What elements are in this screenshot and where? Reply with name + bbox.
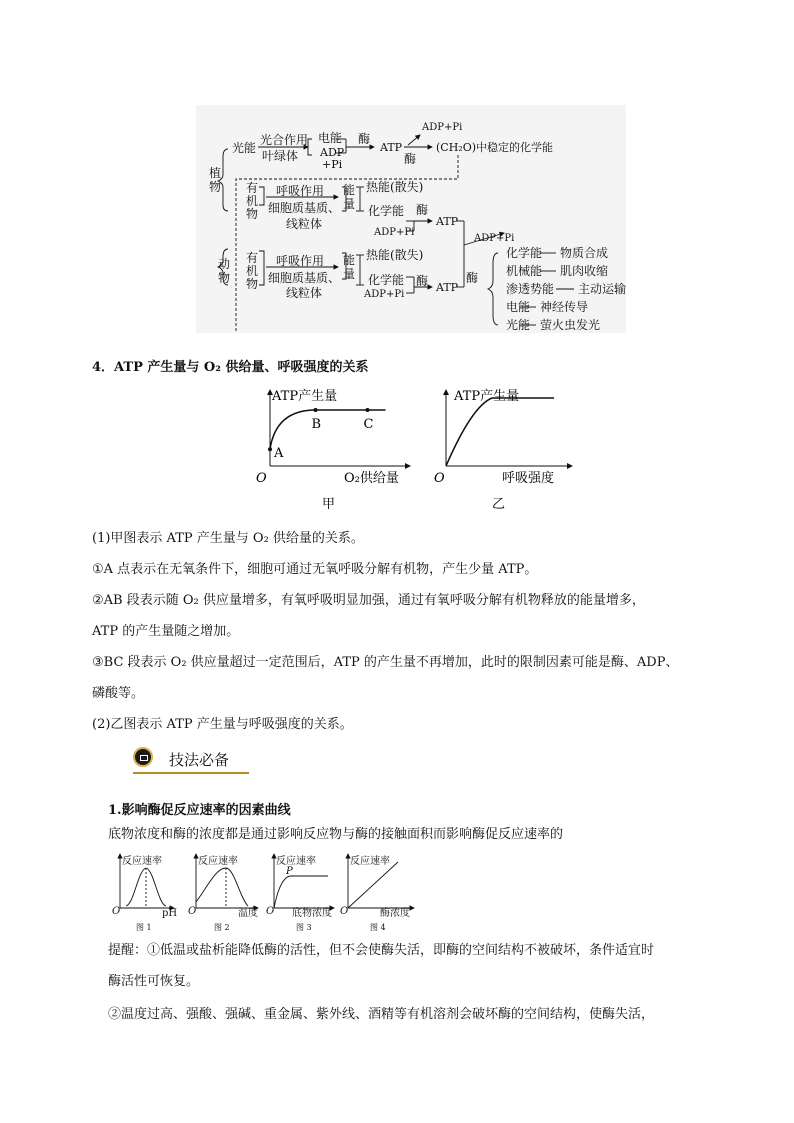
section-1-heading: 1.影响酶促反应速率的因素曲线 bbox=[108, 803, 291, 818]
photosynthesis-label: 光合作用 bbox=[260, 133, 309, 147]
jia-label-c: C bbox=[363, 417, 374, 432]
fig2-title: 图 2 bbox=[214, 923, 230, 932]
chemical-energy-label: 化学能 bbox=[368, 204, 405, 218]
enzyme-label: 酶 bbox=[416, 203, 429, 217]
plant-label: 植物 bbox=[209, 166, 222, 194]
tip-2: ②温度过高、强酸、强碱、重金属、紫外线、酒精等有机溶剂会破坏酶的空间结构，使酶失活， bbox=[108, 1007, 655, 1022]
organic-matter-label: 有机物 bbox=[246, 181, 259, 221]
jia-xlabel: O₂供给量 bbox=[344, 471, 399, 486]
fig3-curve bbox=[274, 876, 328, 908]
enzyme-label: 酶 bbox=[466, 271, 479, 285]
animal-label: 动物 bbox=[218, 257, 231, 285]
enzyme-label: 酶 bbox=[404, 152, 417, 166]
badge-underline bbox=[133, 772, 249, 774]
use-form-1: 化学能 bbox=[506, 246, 543, 260]
energy-label: 能量 bbox=[343, 253, 356, 281]
fig1-ylabel: 反应速率 bbox=[122, 856, 162, 867]
use-form-2: 机械能 bbox=[506, 264, 543, 278]
jia-label-b: B bbox=[311, 417, 322, 432]
para-1: (1)甲图表示 ATP 产生量与 O₂ 供给量的关系。 bbox=[92, 531, 364, 546]
adp-pi-label: ADP+Pi bbox=[474, 233, 515, 244]
energy-label: 能量 bbox=[343, 183, 356, 211]
fig3-title: 图 3 bbox=[296, 923, 312, 932]
use-target-3: 主动运输 bbox=[578, 282, 627, 296]
fig3-origin: O bbox=[266, 906, 275, 917]
section-4-heading: 4．ATP 产生量与 O₂ 供给量、呼吸强度的关系 bbox=[92, 360, 369, 375]
fig1-xlabel: pH bbox=[162, 908, 178, 919]
enzyme-charts bbox=[108, 850, 428, 934]
cytoplasm-label: 细胞质基质、 bbox=[268, 201, 341, 215]
fig1-origin: O bbox=[112, 906, 121, 917]
chart-jia bbox=[250, 382, 420, 520]
ch2o-label: (CH₂O)中稳定的化学能 bbox=[436, 141, 554, 154]
adp-pi-label: ADP+Pi bbox=[422, 122, 463, 133]
jia-label-a: A bbox=[274, 446, 284, 462]
badge-label: 技法必备 bbox=[169, 751, 230, 769]
fig3-point: P bbox=[286, 866, 293, 877]
jia-ylabel: ATP产生量 bbox=[272, 389, 338, 404]
para-3a: ②AB 段表示随 O₂ 供应量增多，有氧呼吸明显加强，通过有氧呼吸分解有机物释放的能量增多， bbox=[92, 593, 645, 608]
yi-title: 乙 bbox=[492, 497, 506, 512]
fig2-xlabel: 温度 bbox=[238, 908, 258, 919]
use-form-5: 光能 bbox=[506, 318, 531, 332]
para-2: ①A 点表示在无氧条件下，细胞可通过无氧呼吸分解有机物，产生少量 ATP。 bbox=[92, 562, 538, 577]
electric-energy-label: 电能 bbox=[318, 131, 343, 145]
fig3-ylabel: 反应速率 bbox=[276, 856, 316, 867]
jia-point-c bbox=[366, 408, 370, 412]
jia-point-b bbox=[314, 408, 318, 412]
atp-label: ATP bbox=[380, 141, 403, 154]
mitochondria-label: 线粒体 bbox=[286, 286, 323, 300]
atp-label: ATP bbox=[436, 281, 459, 294]
fig4-origin: O bbox=[340, 906, 349, 917]
adp-pi-label: ADP+Pi bbox=[374, 227, 415, 238]
section-1-intro: 底物浓度和酶的浓度都是通过影响反应物与酶的接触面积而影响酶促反应速率的 bbox=[108, 827, 564, 842]
pi-label: +Pi bbox=[322, 158, 343, 171]
fig2-ylabel: 反应速率 bbox=[198, 856, 238, 867]
fig3-xlabel: 底物浓度 bbox=[292, 908, 332, 919]
fig2-origin: O bbox=[188, 906, 197, 917]
jia-point-a bbox=[268, 447, 272, 451]
use-form-4: 电能 bbox=[506, 300, 531, 314]
heat-label: 热能(散失) bbox=[366, 248, 424, 262]
fig2-curve bbox=[196, 868, 248, 906]
fig4-title: 图 4 bbox=[370, 923, 386, 932]
heat-label: 热能(散失) bbox=[366, 180, 424, 194]
adp-label: ADP bbox=[320, 146, 345, 159]
chloroplast-label: 叶绿体 bbox=[262, 149, 299, 163]
enzyme-label: 酶 bbox=[358, 132, 371, 146]
mitochondria-label: 线粒体 bbox=[286, 217, 323, 231]
book-icon bbox=[133, 747, 153, 767]
fig1-title: 图 1 bbox=[136, 923, 152, 932]
respiration-label: 呼吸作用 bbox=[276, 254, 325, 268]
chart-yi bbox=[432, 382, 582, 520]
light-energy-label: 光能 bbox=[232, 141, 257, 155]
adp-pi-label: ADP+Pi bbox=[364, 289, 405, 300]
yi-origin: O bbox=[434, 471, 445, 486]
use-target-4: 神经传导 bbox=[540, 300, 589, 314]
use-target-2: 肌肉收缩 bbox=[560, 264, 609, 278]
para-5: (2)乙图表示 ATP 产生量与呼吸强度的关系。 bbox=[92, 717, 353, 732]
jia-title: 甲 bbox=[322, 497, 336, 512]
fig4-curve bbox=[348, 862, 398, 908]
use-target-5: 萤火虫发光 bbox=[540, 318, 601, 332]
use-form-3: 渗透势能 bbox=[506, 282, 555, 296]
para-4a: ③BC 段表示 O₂ 供应量超过一定范围后，ATP 的产生量不再增加，此时的限制因素可能是酶、ADP、 bbox=[92, 655, 679, 670]
chemical-energy-label: 化学能 bbox=[368, 273, 405, 287]
jia-origin: O bbox=[256, 471, 267, 486]
cytoplasm-label: 细胞质基质、 bbox=[268, 271, 341, 285]
enzyme-label: 酶 bbox=[416, 274, 429, 288]
use-target-1: 物质合成 bbox=[560, 246, 609, 260]
tip-1a: 提醒：①低温或盐析能降低酶的活性，但不会使酶失活，即酶的空间结构不被破坏，条件适宜时 bbox=[108, 943, 655, 958]
para-4b: 磷酸等。 bbox=[92, 686, 145, 701]
yi-ylabel: ATP产生量 bbox=[454, 389, 520, 404]
fig4-ylabel: 反应速率 bbox=[350, 856, 390, 867]
respiration-label: 呼吸作用 bbox=[276, 184, 325, 198]
organic-matter-label: 有机物 bbox=[246, 251, 259, 291]
fig4-xlabel: 酶浓度 bbox=[380, 908, 410, 919]
atp-label: ATP bbox=[436, 215, 459, 228]
yi-xlabel: 呼吸强度 bbox=[502, 471, 555, 486]
tip-1b: 酶活性可恢复。 bbox=[108, 974, 200, 989]
para-3b: ATP 的产生量随之增加。 bbox=[92, 624, 240, 639]
yi-curve bbox=[446, 398, 554, 466]
